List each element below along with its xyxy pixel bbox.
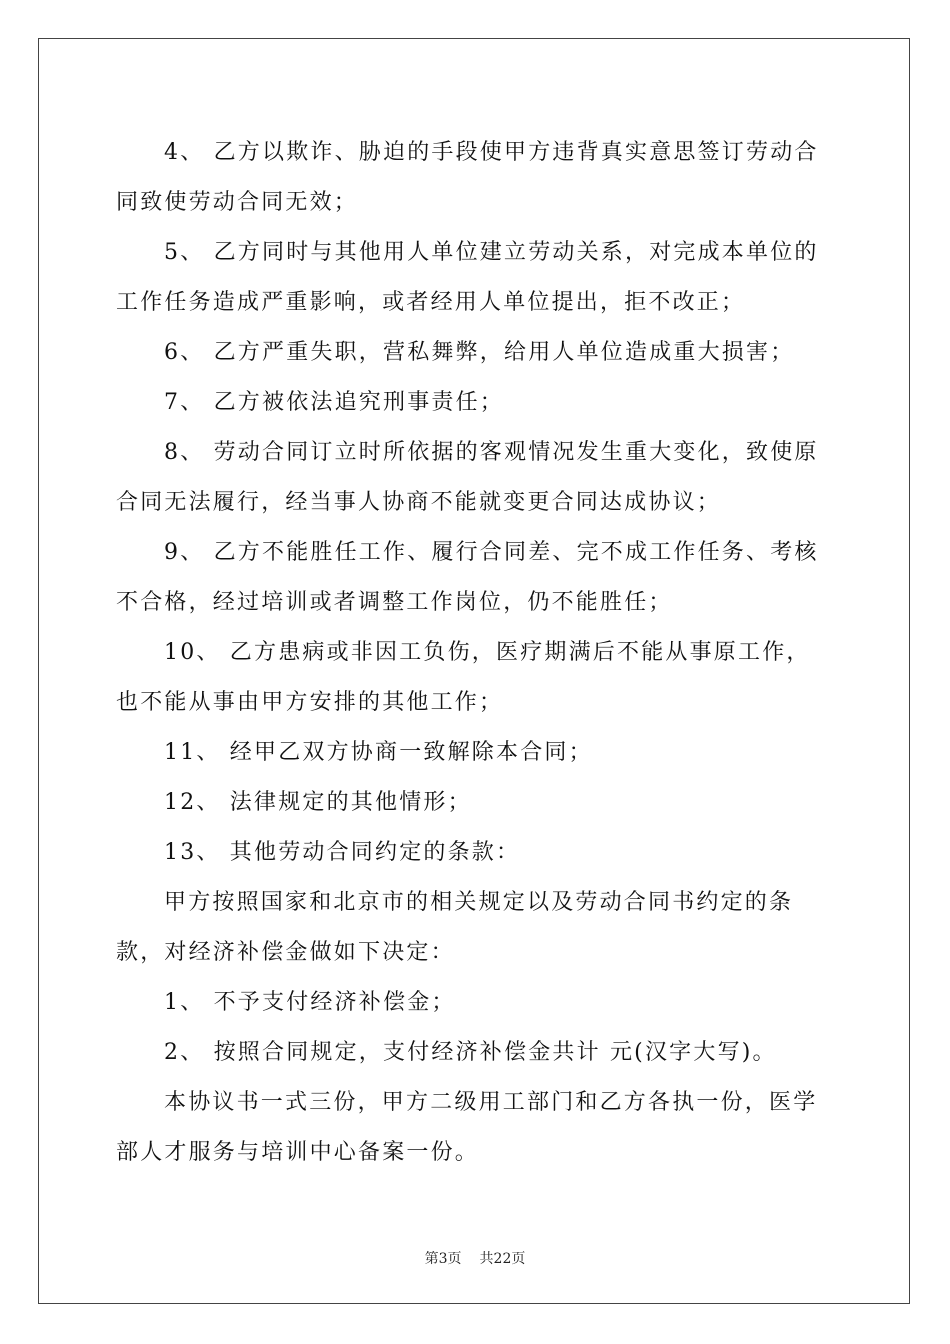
paragraph-item-12: 12、 法律规定的其他情形； xyxy=(164,790,472,815)
page-total: 共22页 xyxy=(479,1251,526,1267)
paragraph-item-10: 10、 乙方患病或非因工负伤，医疗期满后不能从事原工作，也不能从事由甲方安排的其他工作； xyxy=(116,640,811,715)
paragraph-item-13: 13、 其他劳动合同约定的条款： xyxy=(164,840,521,865)
paragraph-compensation-intro: 甲方按照国家和北京市的相关规定以及劳动合同书约定的条款，对经济补偿金做如下决定： xyxy=(116,890,794,965)
paragraph-copies: 本协议书一式三份，甲方二级用工部门和乙方各执一份，医学部人才服务与培训中心备案一份。 xyxy=(116,1090,818,1165)
paragraph-item-9: 9、 乙方不能胜任工作、履行合同差、完不成工作任务、考核不合格，经过培训或者调整工作岗位，仍不能胜任； xyxy=(116,540,819,615)
paragraph-item-7: 7、 乙方被依法追究刑事责任； xyxy=(164,390,504,415)
paragraph-item-4: 4、 乙方以欺诈、胁迫的手段使甲方违背真实意思签订劳动合同致使劳动合同无效； xyxy=(116,140,819,215)
paragraph-item-11: 11、 经甲乙双方协商一致解除本合同； xyxy=(164,740,593,765)
paragraph-option-2: 2、 按照合同规定，支付经济补偿金共计 元(汉字大写)。 xyxy=(164,1040,777,1065)
page-number: 第3页 xyxy=(424,1251,462,1267)
paragraph-item-8: 8、 劳动合同订立时所依据的客观情况发生重大变化，致使原合同无法履行，经当事人协商不能就变更合同达成协议； xyxy=(116,440,819,515)
page-footer xyxy=(0,1248,950,1268)
paragraph-option-1: 1、 不予支付经济补偿金； xyxy=(164,990,456,1015)
paragraph-item-5: 5、 乙方同时与其他用人单位建立劳动关系，对完成本单位的工作任务造成严重影响，或者经用人单位提出，拒不改正； xyxy=(116,240,819,315)
paragraph-item-6: 6、 乙方严重失职，营私舞弊，给用人单位造成重大损害； xyxy=(164,340,795,365)
document-body xyxy=(116,128,834,1178)
